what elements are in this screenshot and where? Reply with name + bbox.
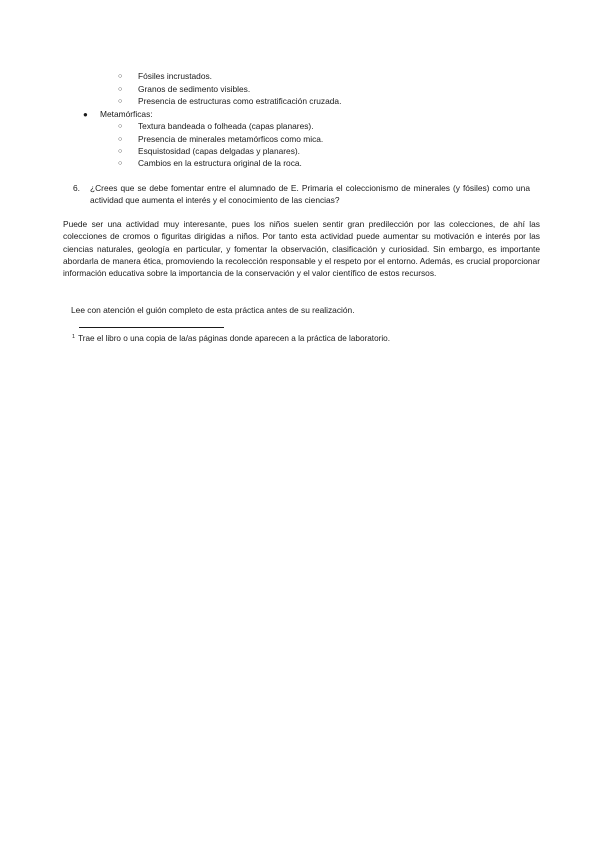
list-item: Presencia de estructuras como estratificación cruzada. [138,96,342,106]
footnote-separator [79,327,224,328]
list-heading-metamorphic: Metamórficas: [100,109,153,119]
filled-bullet-icon: ● [83,110,88,119]
hollow-bullet-icon: ○ [118,136,123,143]
footnote-text: Trae el libro o una copia de la/as páginas donde aparecen a la práctica de laboratorio. [78,334,390,343]
question-number: 6. [73,183,80,193]
hollow-bullet-icon: ○ [118,148,123,155]
list-item: Presencia de minerales metamórficos como mica. [138,134,324,144]
hollow-bullet-icon: ○ [118,123,123,130]
reading-note: Lee con atención el guión completo de esta práctica antes de su realización. [71,305,355,315]
question-text: ¿Crees que se debe fomentar entre el alumnado de E. Primaria el coleccionismo de minerales (y fósiles) como una actividad que aumenta el interés y el conocimiento de las ciencias? [90,183,530,206]
hollow-bullet-icon: ○ [118,86,123,93]
hollow-bullet-icon: ○ [118,73,123,80]
hollow-bullet-icon: ○ [118,98,123,105]
list-item: Esquistosidad (capas delgadas y planares). [138,146,301,156]
footnote [72,333,390,344]
answer-paragraph: Puede ser una actividad muy interesante, pues los niños suelen sentir gran predilección por las colecciones, de ahí las colecciones de cromos o figuritas dirigidas a niños. Por tanto esta actividad puede aumentar su motivación e interés por las ciencias naturales, geología en particular, y fomentar la observación, clasificación y curiosidad. Sin embargo, es importante abordarla de manera ética, promoviendo la recolección responsable y el respeto por el entorno. Además, es crucial proporcionar información educativa sobre la importancia de la conservación y el valor científico de estos recursos. [63,219,540,279]
list-item: Textura bandeada o folheada (capas planares). [138,121,314,131]
list-item: Fósiles incrustados. [138,71,213,81]
list-item: Granos de sedimento visibles. [138,84,251,94]
list-item: Cambios en la estructura original de la roca. [138,158,302,168]
hollow-bullet-icon: ○ [118,160,123,167]
footnote-marker: 1 [72,334,76,340]
